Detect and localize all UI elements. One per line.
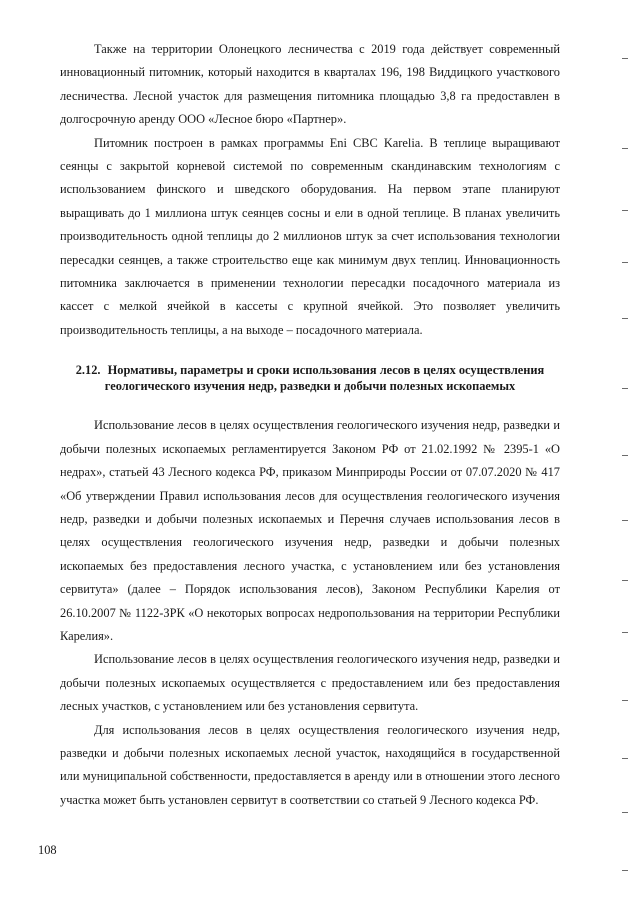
paragraph-nursery-intro: Также на территории Олонецкого лесничества с 2019 года действует современный инновационный питомник, который находится в кварталах 196, 198 Виддицкого участкового лесничества. Лесной участок для размещения питомника площадью 3,8 га предоставлен в долгосрочную аренду ООО «Лесное бюро «Партнер».: [60, 42, 560, 127]
paragraph-usage-modes: Использование лесов в целях осуществления геологического изучения недр, разведки и добычи полезных ископаемых осуществляется с предоставлением или без предоставления лесных участков, с установлением или без установления сервитута.: [60, 652, 560, 714]
paragraph-legal-basis: Использование лесов в целях осуществления геологического изучения недр, разведки и добычи полезных ископаемых регламентируется Законом РФ от 21.02.1992 № 2395-1 «О недрах», статьей 43 Лесного кодекса РФ, приказом Минприроды России от 07.07.2020 № 417 «Об утверждении Правил использования лесов для осуществления геологического изучения недр, разведки и добычи полезных ископаемых и Перечня случаев использования лесов в целях осуществления геологического изучения недр, разведки и добычи полезных ископаемых без предоставления лесного участка, с установлением или без установления сервитута» (далее – Порядок использования лесов), Законом Республики Карелия от 26.10.2007 № 1122-ЗРК «О некоторых вопросах недропользования на территории Республики Карелия».: [60, 418, 560, 643]
page-number: 108: [38, 843, 57, 857]
section-heading: [60, 362, 560, 394]
document-body: [60, 38, 560, 812]
section-number: 2.12.: [75, 363, 101, 378]
section-title: Нормативы, параметры и сроки использования лесов в целях осуществления геологического изучения недр, разведки и добычи полезных ископаемых: [104, 363, 545, 394]
paragraph-nursery-details: Питомник построен в рамках программы Eni CBC Karelia. В теплице выращивают сеянцы с закрытой корневой системой по современным скандинавским технологиям с использованием финского и шведского оборудования. На первом этапе планируют выращивать до 1 миллиона штук сеянцев сосны и ели в одной теплице. В планах увеличить производительность одной теплицы до 2 миллионов штук за счет использования технологии пересадки сеянцев, а также строительство еще как минимум двух теплиц. Инновационность питомника заключается в применении технологии пересадки посадочного материала из кассет с мелкой ячейкой в кассеты с крупной ячейкой. Это позволяет увеличить производительность теплицы, а на выходе – посадочного материала.: [60, 135, 560, 337]
paragraph-lease-servitude: Для использования лесов в целях осуществления геологического изучения недр, разведки и добычи полезных ископаемых лесной участок, находящийся в государственной или муниципальной собственности, предоставляется в аренду или в отношении этого лесного участка может быть установлен сервитут в соответствии со статьей 9 Лесного кодекса РФ.: [60, 722, 560, 807]
